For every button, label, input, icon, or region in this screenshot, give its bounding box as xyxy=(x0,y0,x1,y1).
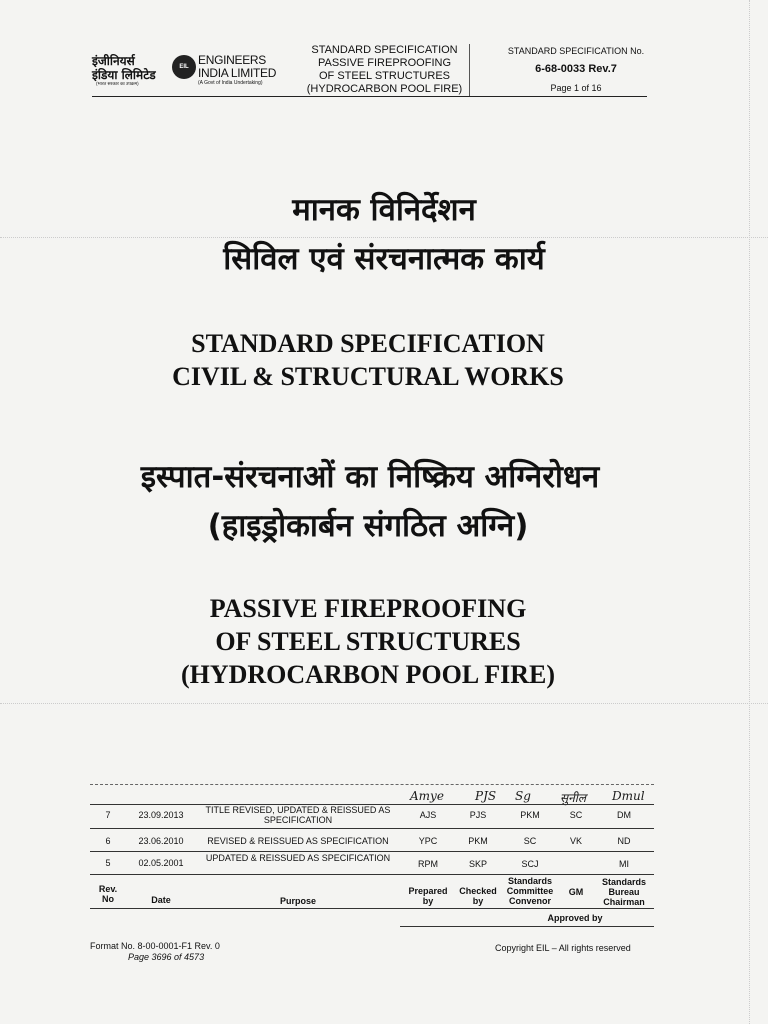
rev-prepared: RPM xyxy=(418,859,438,869)
rev-convenor: SCJ xyxy=(521,859,539,869)
col-header-chairman: Standards Bureau Chairman xyxy=(601,877,646,907)
table-rule xyxy=(400,926,654,927)
rev-no: 6 xyxy=(105,836,111,846)
rev-checked: SKP xyxy=(468,859,487,869)
approved-by-label: Approved by xyxy=(547,913,603,923)
rev-chairman: ND xyxy=(617,836,631,846)
logo-hindi-line2: इंडिया लिमिटेड xyxy=(92,68,156,82)
rev-no: 5 xyxy=(105,858,111,868)
scan-artifact xyxy=(749,0,750,1024)
table-rule xyxy=(90,908,654,909)
header-divider xyxy=(469,44,470,96)
rev-prepared: AJS xyxy=(419,810,437,820)
page-number: Page 1 of 16 xyxy=(550,83,602,93)
table-rule xyxy=(90,828,654,829)
table-rule xyxy=(90,851,654,852)
title-hindi-2: सिविल एवं संरचनात्मक कार्य xyxy=(223,241,545,277)
title-english-3: PASSIVE FIREPROOFING xyxy=(209,594,527,623)
header-title xyxy=(282,44,487,96)
col-header-convenor: Standards Committee Convenor xyxy=(506,876,554,906)
rev-prepared: YPC xyxy=(418,836,438,846)
title-hindi-3: इस्पात-संरचनाओं का निष्क्रिय अग्निरोधन xyxy=(140,459,600,495)
rev-no: 7 xyxy=(105,810,111,820)
col-header-rev: Rev. No xyxy=(98,884,118,904)
header-rule xyxy=(92,96,647,97)
scan-artifact xyxy=(0,703,768,704)
rev-purpose: REVISED & REISSUED AS SPECIFICATION xyxy=(207,836,389,846)
header-title-line: OF STEEL STRUCTURES xyxy=(319,70,450,82)
signature-checked: PJS xyxy=(475,789,497,803)
copyright-notice: Copyright EIL – All rights reserved xyxy=(495,943,631,953)
signature-prepared: Amye xyxy=(410,789,444,803)
rev-date: 23.06.2010 xyxy=(138,836,184,846)
rev-date: 23.09.2013 xyxy=(138,810,184,820)
rev-chairman: DM xyxy=(617,810,631,820)
rev-date: 02.05.2001 xyxy=(138,858,184,868)
logo-hindi-subtitle: (भारत सरकार का उपक्रम) xyxy=(96,81,139,86)
rev-purpose: TITLE REVISED, UPDATED & REISSUED AS SPECIFICATION xyxy=(205,805,391,825)
rev-checked: PKM xyxy=(468,836,488,846)
signature-chairman: Dmul xyxy=(612,789,645,803)
eil-emblem-icon: EIL xyxy=(172,55,196,79)
logo-english-line1: ENGINEERS xyxy=(198,53,266,67)
page-reference: Page 3696 of 4573 xyxy=(128,952,205,962)
company-logo xyxy=(92,50,282,90)
header-title-line: STANDARD SPECIFICATION xyxy=(311,44,458,56)
col-header-prepared: Prepared by xyxy=(408,886,448,906)
signature-convenor: Sg xyxy=(515,789,531,803)
title-hindi-1: मानक विनिर्देशन xyxy=(292,192,476,228)
col-header-date: Date xyxy=(151,895,171,905)
spec-number: 6-68-0033 Rev.7 xyxy=(535,63,617,75)
title-hindi-4: (हाइड्रोकार्बन संगठित अग्नि) xyxy=(207,508,529,544)
table-rule xyxy=(90,874,654,875)
logo-english-line2: INDIA LIMITED xyxy=(198,66,277,80)
rev-gm: VK xyxy=(569,836,582,846)
rev-gm: SC xyxy=(569,810,583,820)
spec-number-block xyxy=(492,46,660,93)
rev-purpose: UPDATED & REISSUED AS SPECIFICATION xyxy=(205,853,391,863)
spec-number-label: STANDARD SPECIFICATION No. xyxy=(507,46,645,56)
rev-convenor: SC xyxy=(523,836,537,846)
logo-hindi-line1: इंजीनियर्स xyxy=(92,54,135,68)
signature-gm: सुनील xyxy=(560,791,587,805)
rev-checked: PJS xyxy=(469,810,487,820)
header-title-line: (HYDROCARBON POOL FIRE) xyxy=(306,83,463,95)
title-english-2: CIVIL & STRUCTURAL WORKS xyxy=(172,362,564,391)
rev-chairman: MI xyxy=(619,859,629,869)
title-english-4: OF STEEL STRUCTURES xyxy=(215,627,521,656)
title-english-5: (HYDROCARBON POOL FIRE) xyxy=(180,660,556,689)
col-header-checked: Checked by xyxy=(459,886,497,906)
col-header-purpose: Purpose xyxy=(279,896,316,906)
title-english-1: STANDARD SPECIFICATION xyxy=(191,329,545,358)
table-rule xyxy=(90,784,654,785)
rev-convenor: PKM xyxy=(520,810,540,820)
header-title-line: PASSIVE FIREPROOFING xyxy=(317,57,452,69)
format-number: Format No. 8-00-0001-F1 Rev. 0 xyxy=(90,941,220,951)
col-header-gm: GM xyxy=(568,887,584,897)
logo-english-subtitle: (A Govt of India Undertaking) xyxy=(198,80,263,86)
